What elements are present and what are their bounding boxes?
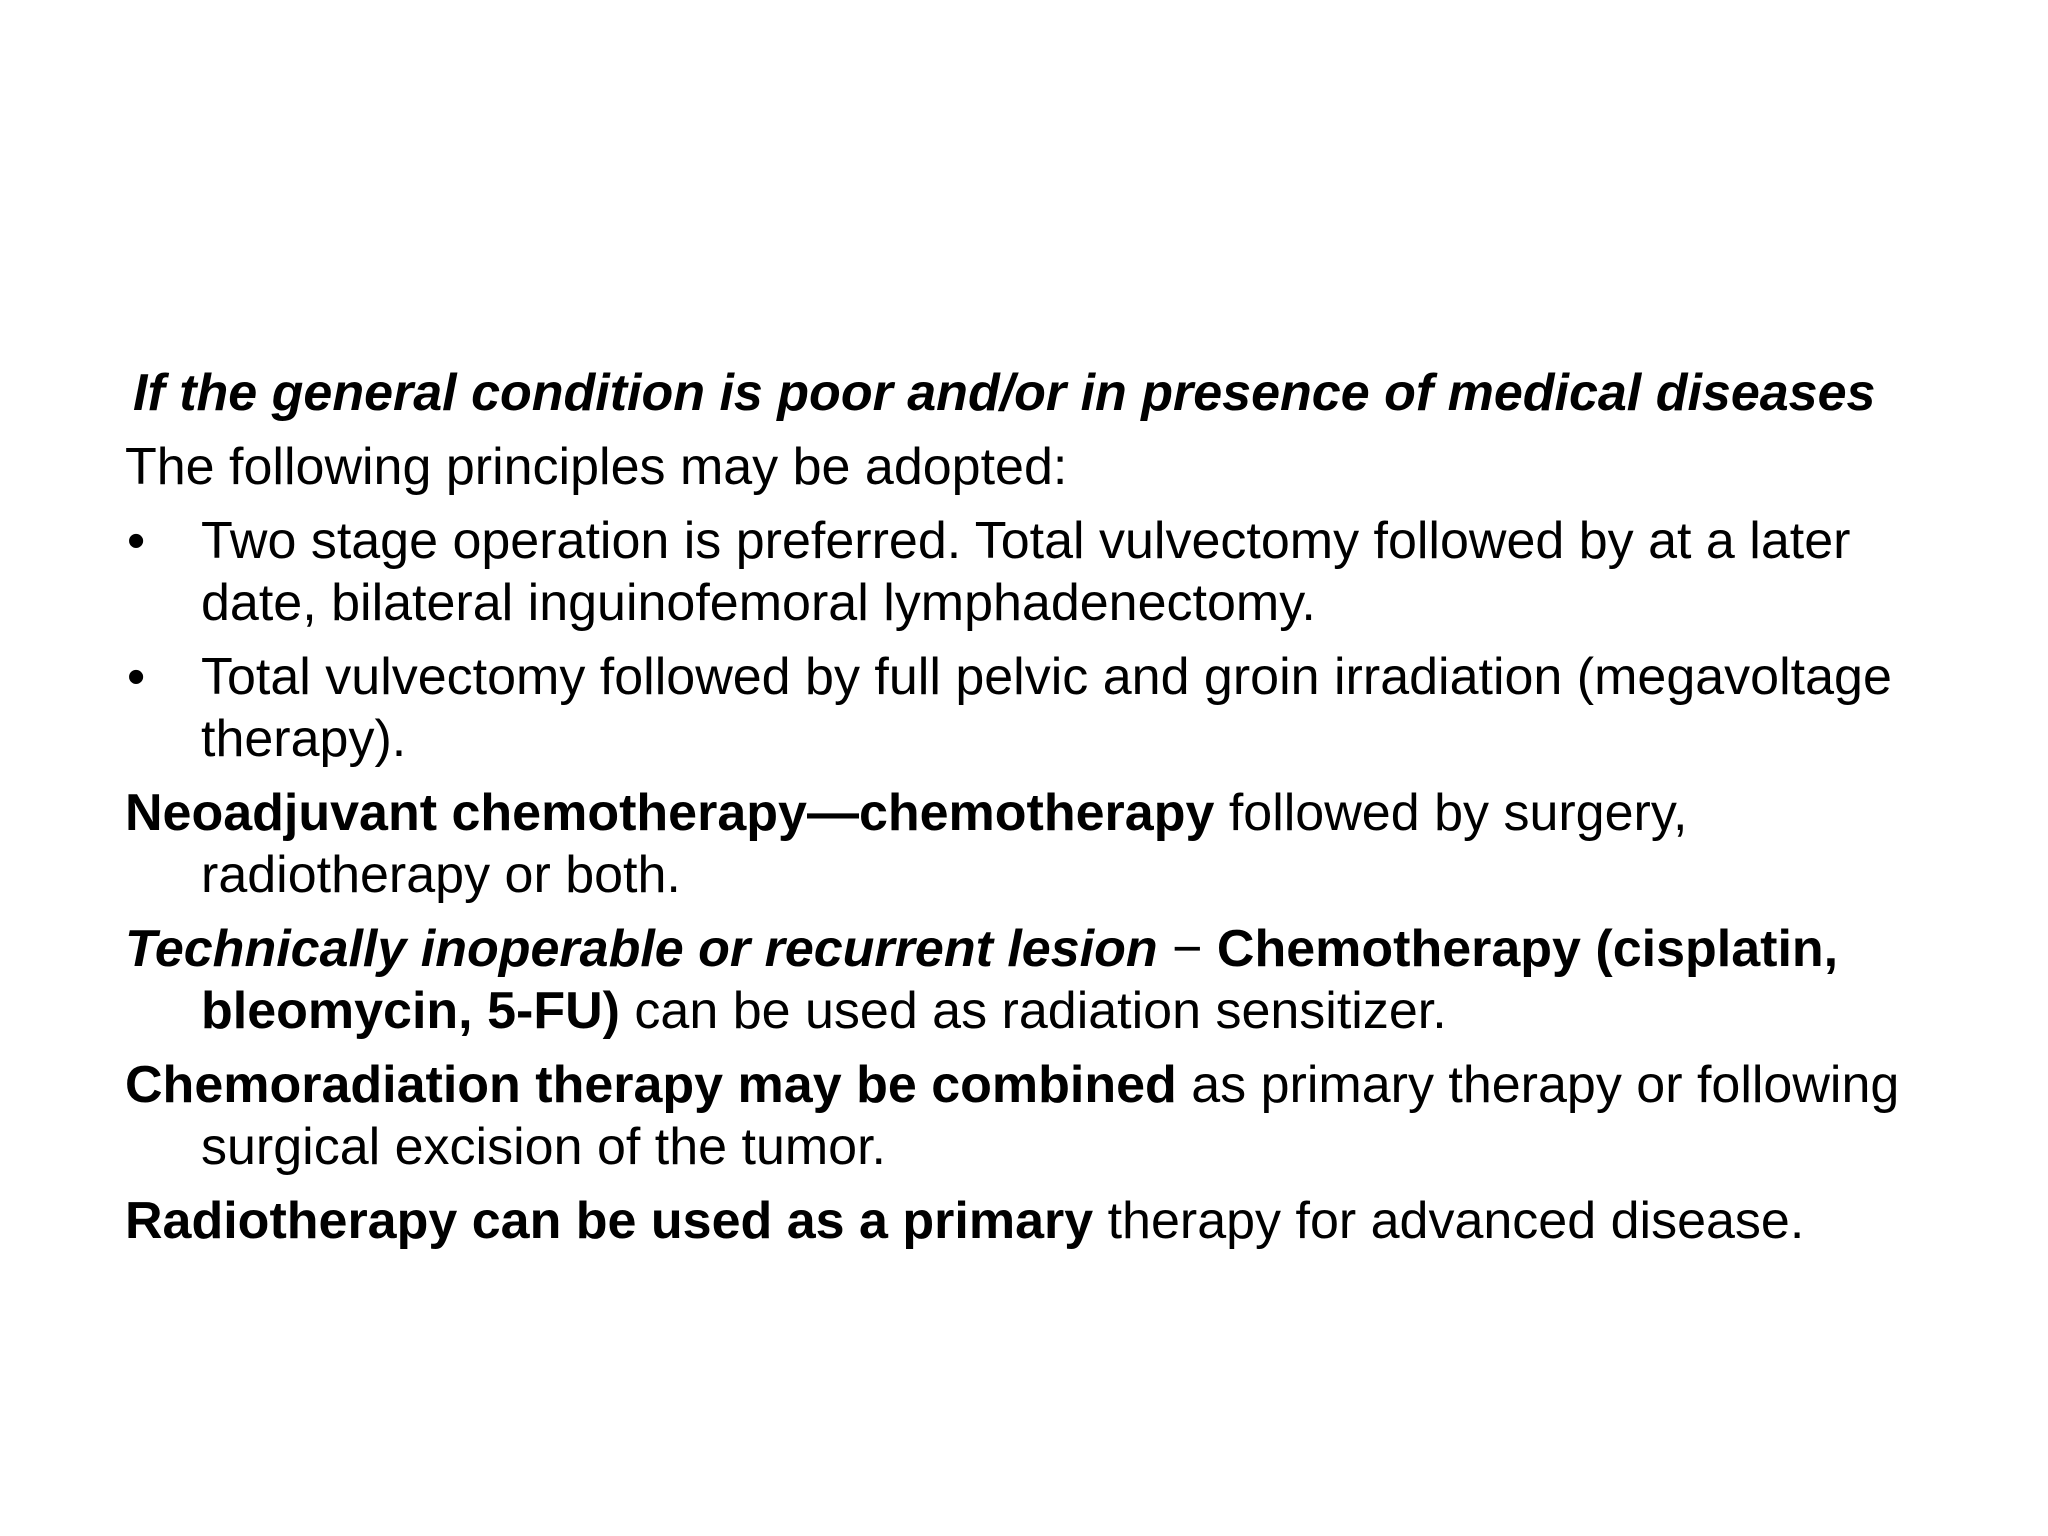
bullet-item-total-vulvectomy [125, 646, 1955, 770]
technically-rest: can be used as radiation sensitizer. [619, 982, 1447, 1040]
bullet-icon: • [127, 512, 146, 570]
radiotherapy-paragraph [125, 1190, 1955, 1252]
bullet-icon: • [127, 648, 146, 706]
bullet-item-two-stage [125, 510, 1955, 634]
neoadjuvant-bold: Neoadjuvant chemotherapy—chemotherapy [125, 784, 1215, 842]
neoadjuvant-paragraph [125, 782, 1955, 906]
chemoradiation-rest: as primary therapy or following surgical excision of the tumor. [201, 1056, 1900, 1176]
bullet-text: Total vulvectomy followed by full pelvic and groin irradiation (megavoltage therapy). [201, 648, 1892, 768]
technically-italic: Technically inoperable or recurrent lesion [125, 920, 1158, 978]
radiotherapy-rest: therapy for advanced disease. [1093, 1192, 1805, 1250]
slide-body [125, 362, 1955, 1264]
technically-paragraph [125, 918, 1955, 1042]
technically-dash: − [1157, 920, 1217, 978]
intro-text: The following principles may be adopted: [125, 438, 1068, 496]
radiotherapy-bold: Radiotherapy can be used as a primary [125, 1192, 1094, 1250]
chemoradiation-bold: Chemoradiation therapy may be combined [125, 1056, 1177, 1114]
neoadjuvant-rest: followed by surgery, radiotherapy or both. [201, 784, 1688, 904]
condition-heading: If the general condition is poor and/or in presence of medical diseases [133, 364, 1876, 422]
technically-bold: Chemotherapy (cisplatin, bleomycin, 5-FU) [201, 920, 1839, 1040]
chemoradiation-paragraph [125, 1054, 1955, 1178]
bullet-text: Two stage operation is preferred. Total vulvectomy followed by at a later date, bilateral inguinofemoral lymphadenectomy. [201, 512, 1851, 632]
